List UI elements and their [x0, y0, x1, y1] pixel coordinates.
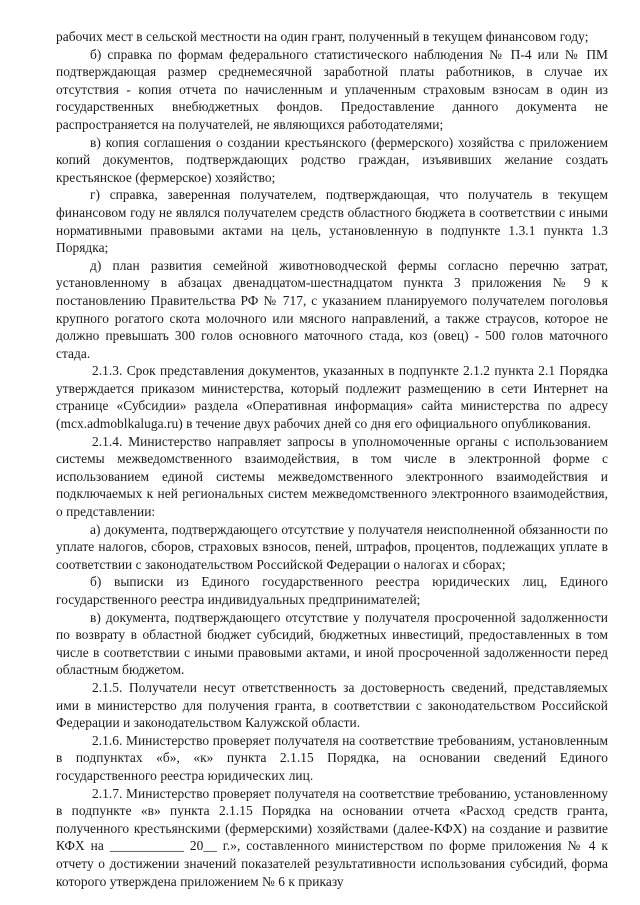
paragraph-2-1-6: 2.1.6. Министерство проверяет получателя на соответствие требованиям, установленным в подпунктах «б», «к» пункта 2.1.15 Порядка, на основании сведений Единого государственного реестра юридических лиц.: [56, 732, 608, 783]
paragraph-2-1-7: 2.1.7. Министерство проверяет получателя на соответствие требованию, установленному в подпункте «в» пункта 2.1.15 Порядка на основании отчета «Расход средств гранта, полученного крестьянскими (фермерскими) хозяйствами (далее-КФХ) на создание и развитие КФХ на ___________ 20__ г.», составленного министерством по форме приложения № 4 к отчету о достижении значений показателей результативности использования субсидий, форма которого утверждена приложением № 6 к приказу: [56, 785, 608, 889]
paragraph-b-statistics-certificate: б) справка по формам федерального статистического наблюдения № П-4 или № ПМ подтверждающая размер среднемесячной заработной платы работников, в случае их отсутствия - копия отчета по начисленным и уплаченным страховым взносам в один из государственных внебюджетных фондов. Предоставление данного документа не распространяется на получателей, не являющихся работодателями;: [56, 46, 608, 132]
document-page: [56, 28, 608, 890]
paragraph-d-development-plan: д) план развития семейной животноводческой фермы согласно перечню затрат, установленному в абзацах двенадцатом-шестнадцатом пункта 3 приложения № 9 к постановлению Правительства РФ № 717, с указанием планируемого получателем поголовья крупного рогатого скота молочного или мясного направлений, а также страусов, которое не должно превышать 300 голов основного маточного стада, коз (овец) - 500 голов маточного стада.: [56, 257, 608, 361]
paragraph-b-registry-extracts: б) выписки из Единого государственного реестра юридических лиц, Единого государственного реестра индивидуальных предпринимателей;: [56, 574, 608, 607]
paragraph-v-debt-document: в) документа, подтверждающего отсутствие у получателя просроченной задолженности по возврату в областной бюджет субсидий, бюджетных инвестиций, предоставленных в том числе в соответствии с иными правовыми актами, и иной просроченной задолженности перед областным бюджетом.: [56, 609, 608, 678]
paragraph-continuation: рабочих мест в сельской местности на один грант, полученный в текущем финансовом году;: [56, 29, 589, 44]
paragraph-v-farm-agreement: в) копия соглашения о создании крестьянского (фермерского) хозяйства с приложением копий документов, подтверждающих родство граждан, изъявивших желание создать крестьянское (фермерское) хозяйство;: [56, 134, 608, 185]
paragraph-a-tax-document: а) документа, подтверждающего отсутствие у получателя неисполненной обязанности по уплате налогов, сборов, страховых взносов, пеней, штрафов, процентов, подлежащих уплате в соответствии с законодательством Российской Федерации о налогах и сборах;: [56, 521, 608, 572]
paragraph-2-1-3: 2.1.3. Срок представления документов, указанных в подпункте 2.1.2 пункта 2.1 Порядка утверждается приказом министерства, который подлежит размещению в сети Интернет на странице «Субсидии» раздела «Оперативная информация» сайта министерства по адресу (mcx.admoblkaluga.ru) в течение двух рабочих дней со дня его официального опубликования.: [56, 363, 608, 432]
paragraph-2-1-5: 2.1.5. Получатели несут ответственность за достоверность сведений, представляемых ими в министерство для получения гранта, в соответствии с законодательством Российской Федерации и законодательством Калужской области.: [56, 679, 608, 731]
paragraph-g-certificate: г) справка, заверенная получателем, подтверждающая, что получатель в текущем финансовом году не являлся получателем средств областного бюджета в соответствии с иными нормативными правовыми актами на цель, установленную в подпункте 1.3.1 пункта 1.3 Порядка;: [56, 187, 608, 256]
paragraph-2-1-4: 2.1.4. Министерство направляет запросы в уполномоченные органы с использованием системы межведомственного взаимодействия, в том числе в электронной форме с использованием единой системы межведомственного электронного взаимодействия и подключаемых к ней региональных систем межведомственного электронного взаимодействия, о представлении:: [56, 433, 608, 520]
